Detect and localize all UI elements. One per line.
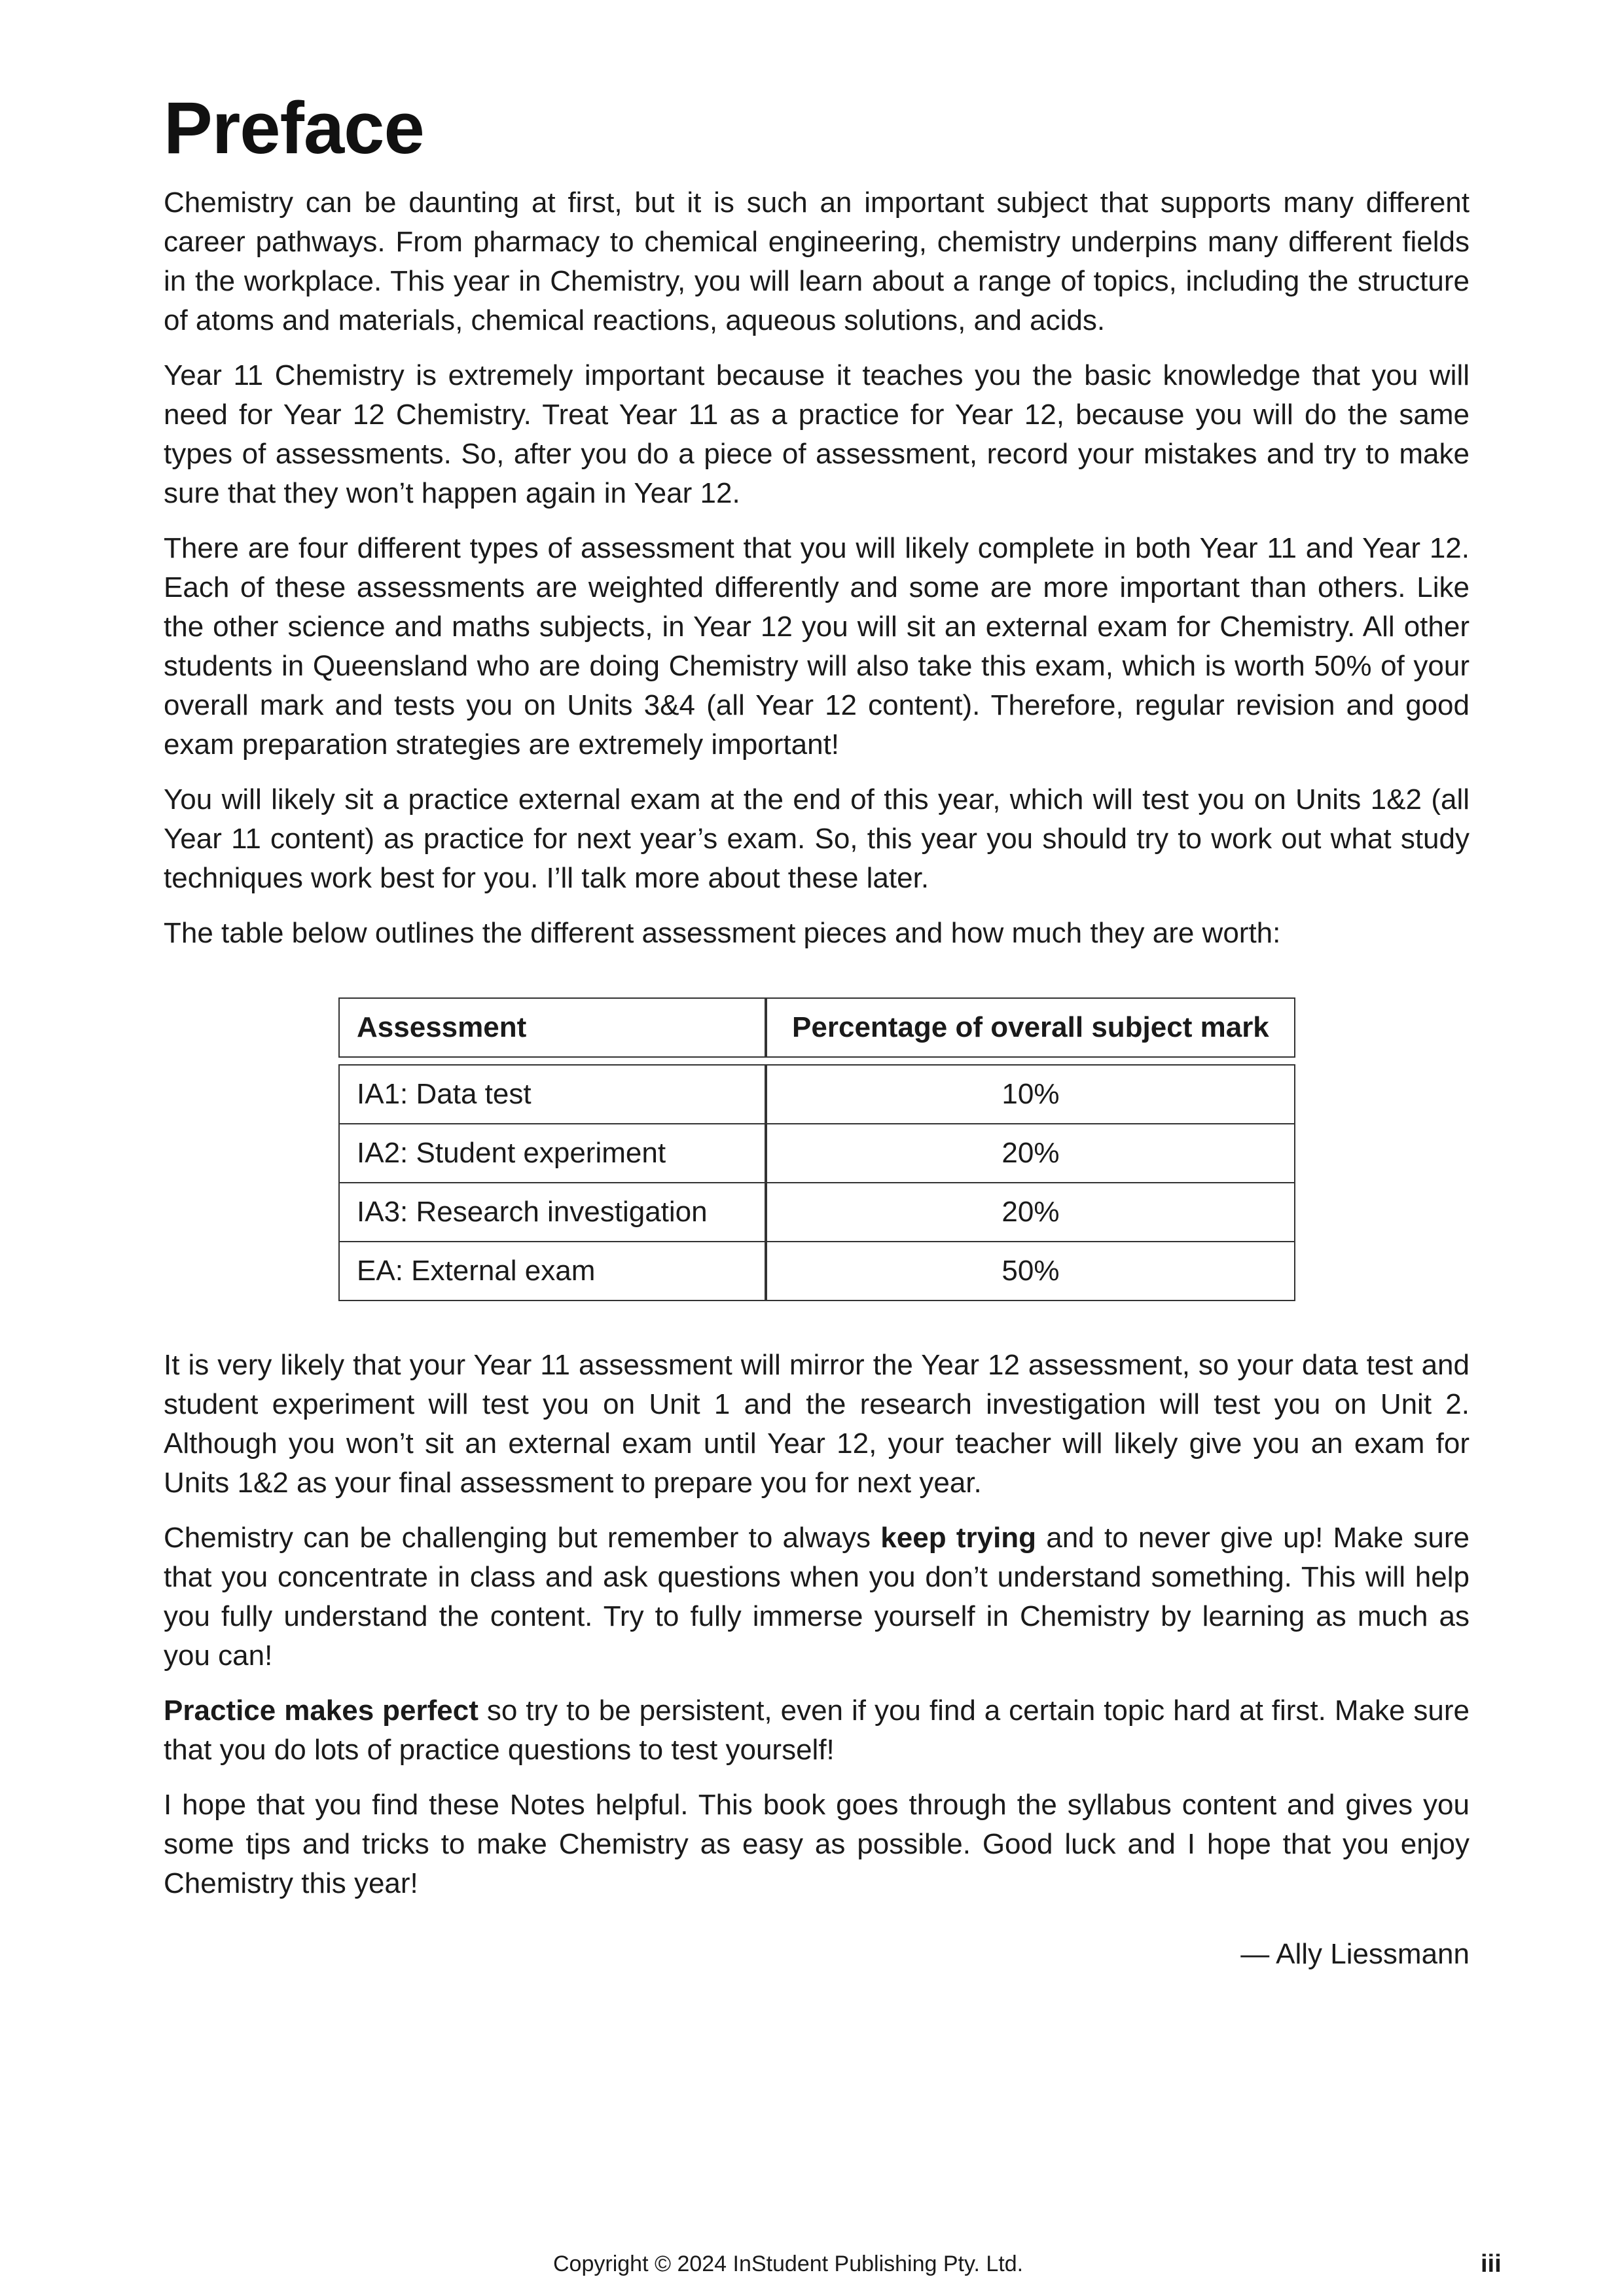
assessment-table-wrapper [338,997,1295,1301]
paragraph-keep-trying-before: Chemistry can be challenging but remember to always [164,1522,881,1554]
table-cell-percentage: 20% [766,1183,1295,1242]
table-cell-assessment: IA2: Student experiment [338,1124,766,1183]
page-number: iii [1481,2250,1502,2278]
keep-trying-emphasis: keep trying [880,1522,1037,1554]
paragraph-year11-mirror: It is very likely that your Year 11 assessment will mirror the Year 12 assessment, so your data test and student experiment will test you on Unit 1 and the research investigation will test you on Unit 2. Although you won’t sit an external exam until Year 12, your teacher will likely give you an exam for Units 1&2 as your final assessment to prepare you for next year. [164,1349,1470,1499]
practice-makes-perfect-emphasis: Practice makes perfect [164,1695,478,1727]
paragraph-practice-exam: You will likely sit a practice external exam at the end of this year, which will test you on Units 1&2 (all Year 11 content) as practice for next year’s exam. So, this year you should try to work out what study techniques work best for you. I’ll talk more about these later. [164,783,1470,894]
table-cell-assessment: IA3: Research investigation [338,1183,766,1242]
assessment-table [338,997,1295,1301]
table-cell-assessment: IA1: Data test [338,1064,766,1124]
page-content [164,87,1470,1974]
table-row [338,1064,1295,1124]
table-cell-assessment: EA: External exam [338,1242,766,1301]
paragraph-year11-importance: Year 11 Chemistry is extremely important because it teaches you the basic knowledge that you will need for Year 12 Chemistry. Treat Year 11 as a practice for Year 12, because you will do the same types of assessments. So, after you do a piece of assessment, record your mistakes and try to make sure that they won’t happen again in Year 12. [164,359,1470,509]
paragraph-table-intro: The table below outlines the different assessment pieces and how much they are worth: [164,917,1281,949]
table-header-row [338,997,1295,1058]
paragraph-closing: I hope that you find these Notes helpful. This book goes through the syllabus content and gives you some tips and tricks to make Chemistry as easy as possible. Good luck and I hope that you enjoy Chemistry this year! [164,1789,1470,1899]
paragraph-practice-perfect [164,1691,1470,1770]
table-cell-percentage: 50% [766,1242,1295,1301]
table-row [338,1183,1295,1242]
page-footer [0,2251,1624,2284]
table-row [338,1242,1295,1301]
page-title: Preface [164,87,424,169]
paragraph-keep-trying-after: and to never give up! Make sure that you concentrate in class and ask questions when you don’t understand something. This will help you fully understand the content. Try to fully immerse yourself in Chemistry by learning as much as you can! [164,1522,1470,1672]
paragraph-keep-trying [164,1518,1470,1676]
paragraph-assessment-types: There are four different types of assessment that you will likely complete in both Year 11 and Year 12. Each of these assessments are weighted differently and some are more important than others. Like the other science and maths subjects, in Year 12 you will sit an external exam for Chemistry. All other students in Queensland who are doing Chemistry will also take this exam, which is worth 50% of your overall mark and tests you on Units 3&4 (all Year 12 content). Therefore, regular revision and good exam preparation strategies are extremely important! [164,532,1470,761]
paragraph-intro: Chemistry can be daunting at first, but it is such an important subject that supports many different career pathways. From pharmacy to chemical engineering, chemistry underpins many different fields in the workplace. This year in Chemistry, you will learn about a range of topics, including the structure of atoms and materials, chemical reactions, aqueous solutions, and acids. [164,187,1470,336]
author-signoff: — Ally Liessmann [1240,1938,1470,1970]
table-row [338,1124,1295,1183]
table-cell-percentage: 20% [766,1124,1295,1183]
copyright-notice: Copyright © 2024 InStudent Publishing Pty. Ltd. [553,2251,1024,2276]
table-header-percentage: Percentage of overall subject mark [766,997,1295,1058]
table-header-assessment: Assessment [338,997,766,1058]
table-cell-percentage: 10% [766,1064,1295,1124]
paragraph-practice-perfect-after: so try to be persistent, even if you find a certain topic hard at first. Make sure that you do lots of practice questions to test yourself! [164,1695,1470,1766]
